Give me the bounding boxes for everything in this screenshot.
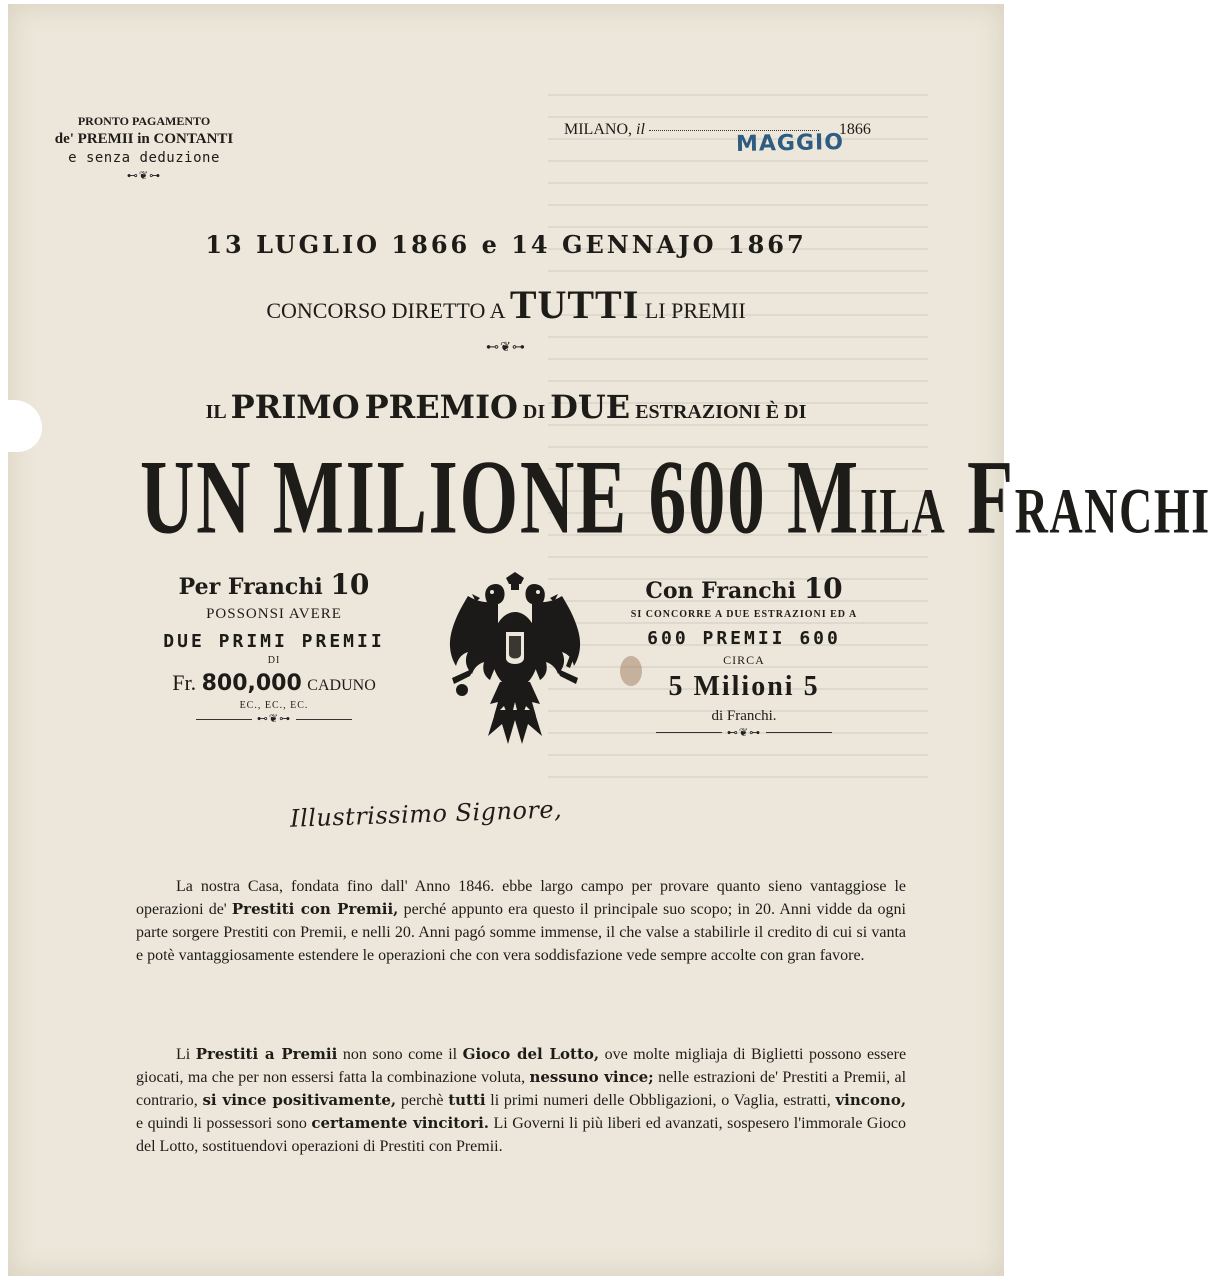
double-headed-eagle-icon	[448, 570, 582, 748]
month-stamp: MAGGIO	[735, 130, 845, 157]
left-fr: Fr.	[172, 669, 197, 695]
para2-bold-6: vincono,	[835, 1090, 907, 1109]
year-label: 1866	[838, 121, 871, 138]
draw-dates: 13 LUGLIO 1866 e 14 GENNAJO 1867	[205, 230, 807, 259]
right-con: Con Franchi	[645, 578, 797, 604]
para2-bold-1: Prestiti a Premii	[195, 1045, 338, 1063]
paragraph-2	[136, 1044, 906, 1158]
header-left-block	[36, 114, 252, 184]
ornament-divider: ⊷❦⊶	[144, 712, 404, 727]
paragraph-1	[136, 876, 906, 968]
primo-premio: PREMIO	[364, 388, 518, 426]
para2-bold-4: si vince positivamente,	[202, 1090, 397, 1109]
right-line4: CIRCA	[723, 652, 765, 667]
header-left-line1: PRONTO PAGAMENTO	[77, 114, 211, 128]
para1-bold-a: Prestiti con Premii,	[231, 899, 399, 918]
right-line3: 600 PREMII 600	[647, 628, 841, 650]
primo-di: DI	[522, 401, 546, 423]
header-left-line3: e senza deduzione	[68, 150, 220, 167]
para2-text-5: perchè	[400, 1091, 444, 1109]
amount-ranchi: RANCHI	[1014, 476, 1211, 548]
amount-600: 600	[648, 438, 767, 556]
left-ecc: EC., EC., EC.	[239, 699, 309, 711]
salutation: Illustrissimo Signore,	[289, 795, 563, 833]
concorso-line	[8, 281, 1004, 328]
para2-bold-2: Gioco del Lotto,	[462, 1045, 600, 1063]
left-line2: POSSONSI AVERE	[206, 605, 342, 622]
amount-ila: ILA	[859, 476, 947, 548]
para2-text-2: non sono come il	[342, 1046, 458, 1063]
para2-text-7: e quindi li possessori sono	[136, 1114, 307, 1132]
primo-il: IL	[205, 401, 226, 423]
right-mil-b: 5	[803, 670, 820, 702]
left-line4: DI	[267, 655, 281, 667]
para2-text-3: ove molte migliaja di Biglietti possono essere giocati, ma che per non essersi fatta la combinazione voluta,	[136, 1046, 907, 1086]
concorso-b: LI PREMII	[644, 298, 746, 323]
left-amount: 10	[330, 568, 370, 601]
concorso-tutti: TUTTI	[509, 282, 640, 327]
amount-f: F	[966, 438, 1015, 556]
concorso-a: CONCORSO DIRETTO A	[266, 298, 505, 323]
ornament-divider: ⊷❦⊶	[486, 340, 526, 355]
para1-text-a: La nostra Casa, fondata fino dall' Anno 1846. ebbe largo campo per provare quanto sieno vantaggiose le operazioni de'	[136, 878, 906, 918]
document-page	[8, 4, 1211, 1276]
para2-text-1: Li	[176, 1046, 191, 1063]
left-value-line	[144, 668, 404, 699]
para2-text-8: Li Governi li più liberi ed avanzati, sospesero l'immorale Gioco del Lotto, sostituendovi operazioni di Prestiti con Premii.	[136, 1114, 907, 1155]
para2-text-4: nelle estrazioni de' Prestiti a Premii, al contrario,	[136, 1068, 907, 1109]
right-amount: 10	[803, 572, 843, 605]
left-offer-title	[144, 566, 404, 604]
left-line3: DUE PRIMI PREMII	[163, 631, 385, 653]
header-left-line2: de' PREMII in CONTANTI	[54, 130, 234, 147]
para2-text-6: li primi numeri delle Obbligazioni, o Vaglia, estratti,	[490, 1091, 831, 1109]
para2-bold-3: nessuno vince;	[529, 1067, 654, 1086]
right-franchi: di Franchi.	[711, 707, 777, 724]
right-milioni: Milioni	[693, 670, 795, 702]
primo-tail: ESTRAZIONI È DI	[635, 401, 807, 423]
left-offer-block	[144, 566, 404, 727]
amount-milione: MILIONE	[272, 438, 628, 556]
left-per: Per Franchi	[178, 574, 323, 600]
right-offer-title	[614, 570, 874, 608]
prize-amount-headline	[140, 438, 1211, 556]
right-millions-line	[614, 668, 874, 706]
amount-un: UN	[140, 438, 253, 556]
para2-bold-5: tutti	[448, 1090, 486, 1109]
para1-text-b: perché appunto era questo il principale suo scopo; in 20. Anni vidde da ogni parte sorgere Prestiti con Premii, e nelli 20. Anni pagó somme immense, il che valse a stabilirle il credito di cui si vanta e potè vantaggiosamente estendere le operazioni che con vera soddisfazione vede sempre accolte con gran favore.	[136, 900, 906, 964]
il-label: il	[636, 121, 645, 138]
right-offer-block	[614, 570, 874, 741]
right-mil-a: 5	[668, 670, 685, 702]
left-caduno: CADUNO	[307, 676, 376, 694]
right-line2: SI CONCORRE A DUE ESTRAZIONI ED A	[630, 608, 858, 620]
para2-bold-7: certamente vincitori.	[311, 1113, 490, 1132]
primo-primo: PRIMO	[230, 388, 360, 426]
primo-due: DUE	[550, 388, 631, 426]
ornament-divider: ⊷❦⊶	[614, 726, 874, 741]
amount-m: M	[787, 438, 860, 556]
left-value: 800,000	[201, 670, 302, 696]
ornament-divider: ⊷❦⊶	[126, 169, 162, 183]
place-label: MILANO,	[564, 121, 632, 138]
primo-premio-line	[8, 388, 1004, 426]
